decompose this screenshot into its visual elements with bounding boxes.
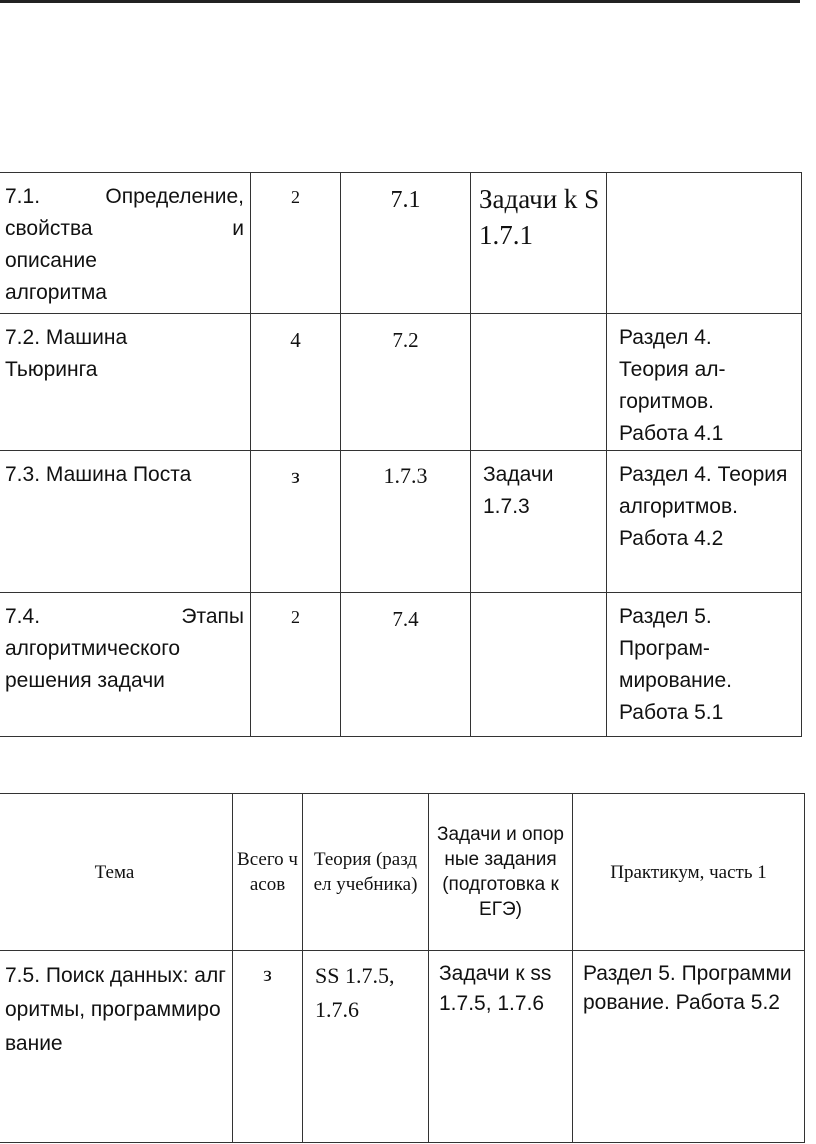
topic-cell [0,951,233,1143]
theory-value: 1.7.3 [383,463,428,488]
theory-cell [341,173,471,314]
hours-cell [251,593,341,737]
topic-value: 7.5. Поиск данных: алгоритмы, программирование [5,964,226,1055]
tasks-cell [471,593,607,737]
theory-value: 7.4 [392,607,419,631]
hours-cell [233,951,303,1143]
header-topic: Тема [0,794,233,951]
theory-cell [303,951,429,1143]
practicum-value: Раздел 5. Программирование. Работа 5.2 [583,962,792,1014]
topic-line: Тьюринга [5,358,98,381]
theory-cell [341,314,471,451]
theory-value: 7.1 [390,187,421,213]
topic-line: описание [5,249,97,272]
topic-cell [0,173,251,314]
hours-value: з [291,463,300,488]
header-theory: Теория (раздел учебника) [303,794,429,951]
tasks-value: Задачи 1.7.3 [483,463,554,518]
table-row [0,173,802,314]
header-hours: Всего часов [233,794,303,951]
table-row [0,314,802,451]
hours-cell [251,173,341,314]
practicum-cell [573,951,805,1143]
practicum-value: Раздел 4. Теория ал-горитмов. Работа 4.1 [619,326,726,445]
tasks-cell [429,951,573,1143]
topic-line: алгоритмического [5,637,181,660]
theory-cell [341,593,471,737]
tasks-value: Задачи к ss 1.7.5, 1.7.6 [439,962,552,1015]
table-row [0,593,802,737]
hours-cell [251,314,341,451]
tasks-cell [471,314,607,451]
curriculum-table-2 [0,793,805,1143]
hours-value: 2 [291,607,300,627]
hours-cell [251,451,341,593]
topic-line: 7.3. Машина Поста [5,463,192,486]
topic-cell [0,593,251,737]
topic-cell [0,314,251,451]
hours-value: 2 [291,187,300,207]
practicum-value: Раздел 5. Програм-мирование. Работа 5.1 [619,605,732,724]
hours-value: 4 [290,328,301,352]
tasks-cell [471,173,607,314]
curriculum-table-1 [0,172,802,737]
table-row [0,451,802,593]
topic-line: решения задачи [5,669,165,692]
topic-line: 7.2. Машина [5,326,128,349]
theory-value: 7.2 [392,328,419,352]
practicum-value: Раздел 4. Теория алгоритмов. Работа 4.2 [619,463,788,550]
practicum-cell [607,173,802,314]
header-practicum: Практикум, часть 1 [573,794,805,951]
topic-line: алгоритма [5,281,107,304]
table-row [0,951,805,1143]
topic-line: 7.1. Определение, [5,185,244,208]
theory-value: SS 1.7.5, 1.7.6 [315,963,395,1022]
practicum-cell [607,314,802,451]
header-tasks: Задачи и опорные задания (подготовка к ЕГЭ) [429,794,573,951]
hours-value: з [263,961,272,986]
topic-line: свойства и [5,217,244,240]
theory-cell [341,451,471,593]
tasks-value: Задачи k S 1.7.1 [479,184,600,250]
practicum-cell [607,451,802,593]
topic-line: 7.4. Этапы [5,605,244,628]
topic-cell [0,451,251,593]
top-rule [0,0,800,3]
tasks-cell [471,451,607,593]
practicum-cell [607,593,802,737]
table-header-row [0,794,805,951]
